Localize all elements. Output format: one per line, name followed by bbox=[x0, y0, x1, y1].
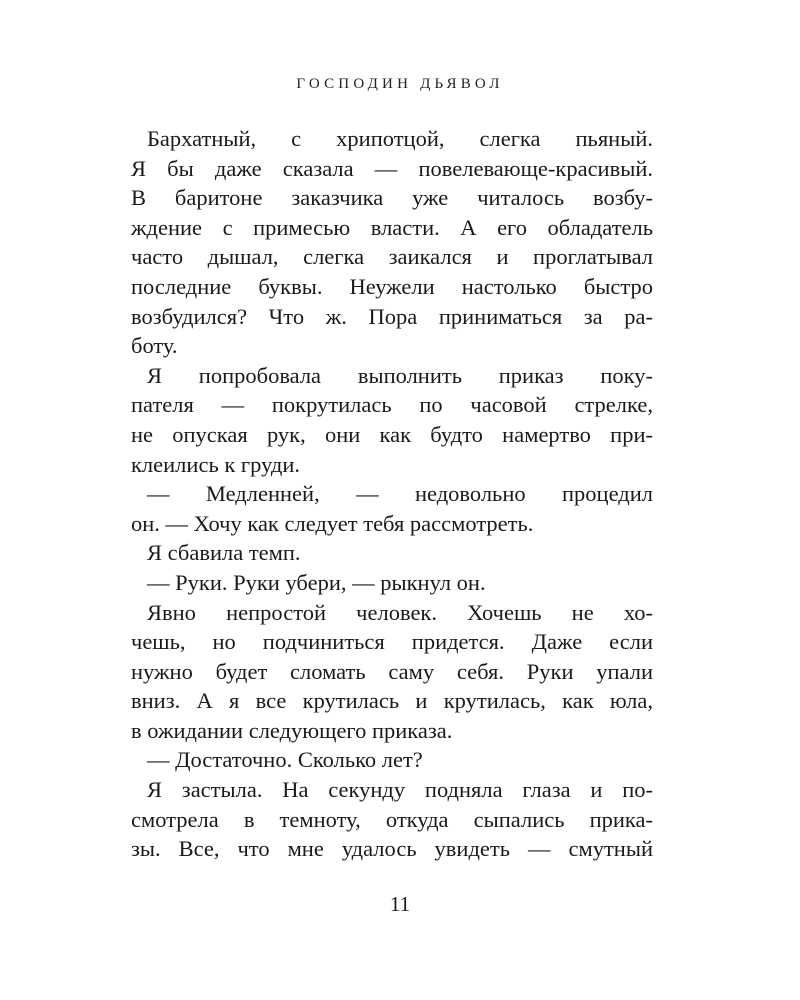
text-line: Я сбавила темп. bbox=[147, 540, 301, 566]
text-line: последние буквы. Неужели настолько быстро bbox=[131, 273, 653, 299]
text-line: не опуская рук, они как будто намертво при- bbox=[131, 421, 653, 447]
text-line: чешь, но подчиниться придется. Даже если bbox=[131, 629, 653, 655]
text-line: возбудился? Что ж. Пора приниматься за ра- bbox=[131, 303, 653, 329]
page-number: 11 bbox=[389, 892, 411, 916]
text-line: В баритоне заказчика уже читалось возбу- bbox=[131, 185, 653, 211]
text-line: Я застыла. На секунду подняла глаза и по- bbox=[147, 777, 653, 803]
text-line: пателя — покрутилась по часовой стрелке, bbox=[131, 392, 653, 418]
text-line: он. — Хочу как следует тебя рассмотреть. bbox=[131, 510, 534, 536]
text-line: — Медленней, — недовольно процедил bbox=[147, 481, 653, 507]
text-line: смотрела в темноту, откуда сыпались прика- bbox=[131, 806, 653, 832]
text-line: ждение с примесью власти. А его обладатель bbox=[131, 214, 653, 240]
text-line: Бархатный, с хрипотцой, слегка пьяный. bbox=[147, 126, 653, 151]
text-line: — Достаточно. Сколько лет? bbox=[147, 747, 423, 773]
text-line: вниз. А я все крутилась и крутилась, как юла, bbox=[131, 688, 653, 714]
text-line: — Руки. Руки убери, — рыкнул он. bbox=[147, 569, 486, 595]
text-line: клеились к груди. bbox=[131, 451, 301, 477]
text-line: Явно непростой человек. Хочешь не хо- bbox=[147, 599, 653, 625]
text-line: Я попробовала выполнить приказ поку- bbox=[147, 362, 653, 388]
text-line: часто дышал, слегка заикался и проглатывал bbox=[131, 244, 653, 270]
text-line: Я бы даже сказала — повелевающе-красивый. bbox=[131, 155, 653, 181]
text-line: нужно будет сломать саму себя. Руки упали bbox=[131, 658, 653, 684]
text-line: в ожидании следующего приказа. bbox=[131, 717, 453, 743]
running-head: ГОСПОДИН ДЬЯВОЛ bbox=[296, 76, 504, 92]
text-line: боту. bbox=[131, 333, 178, 359]
body-text bbox=[131, 124, 653, 864]
text-line: зы. Все, что мне удалось увидеть — смутный bbox=[131, 836, 653, 862]
